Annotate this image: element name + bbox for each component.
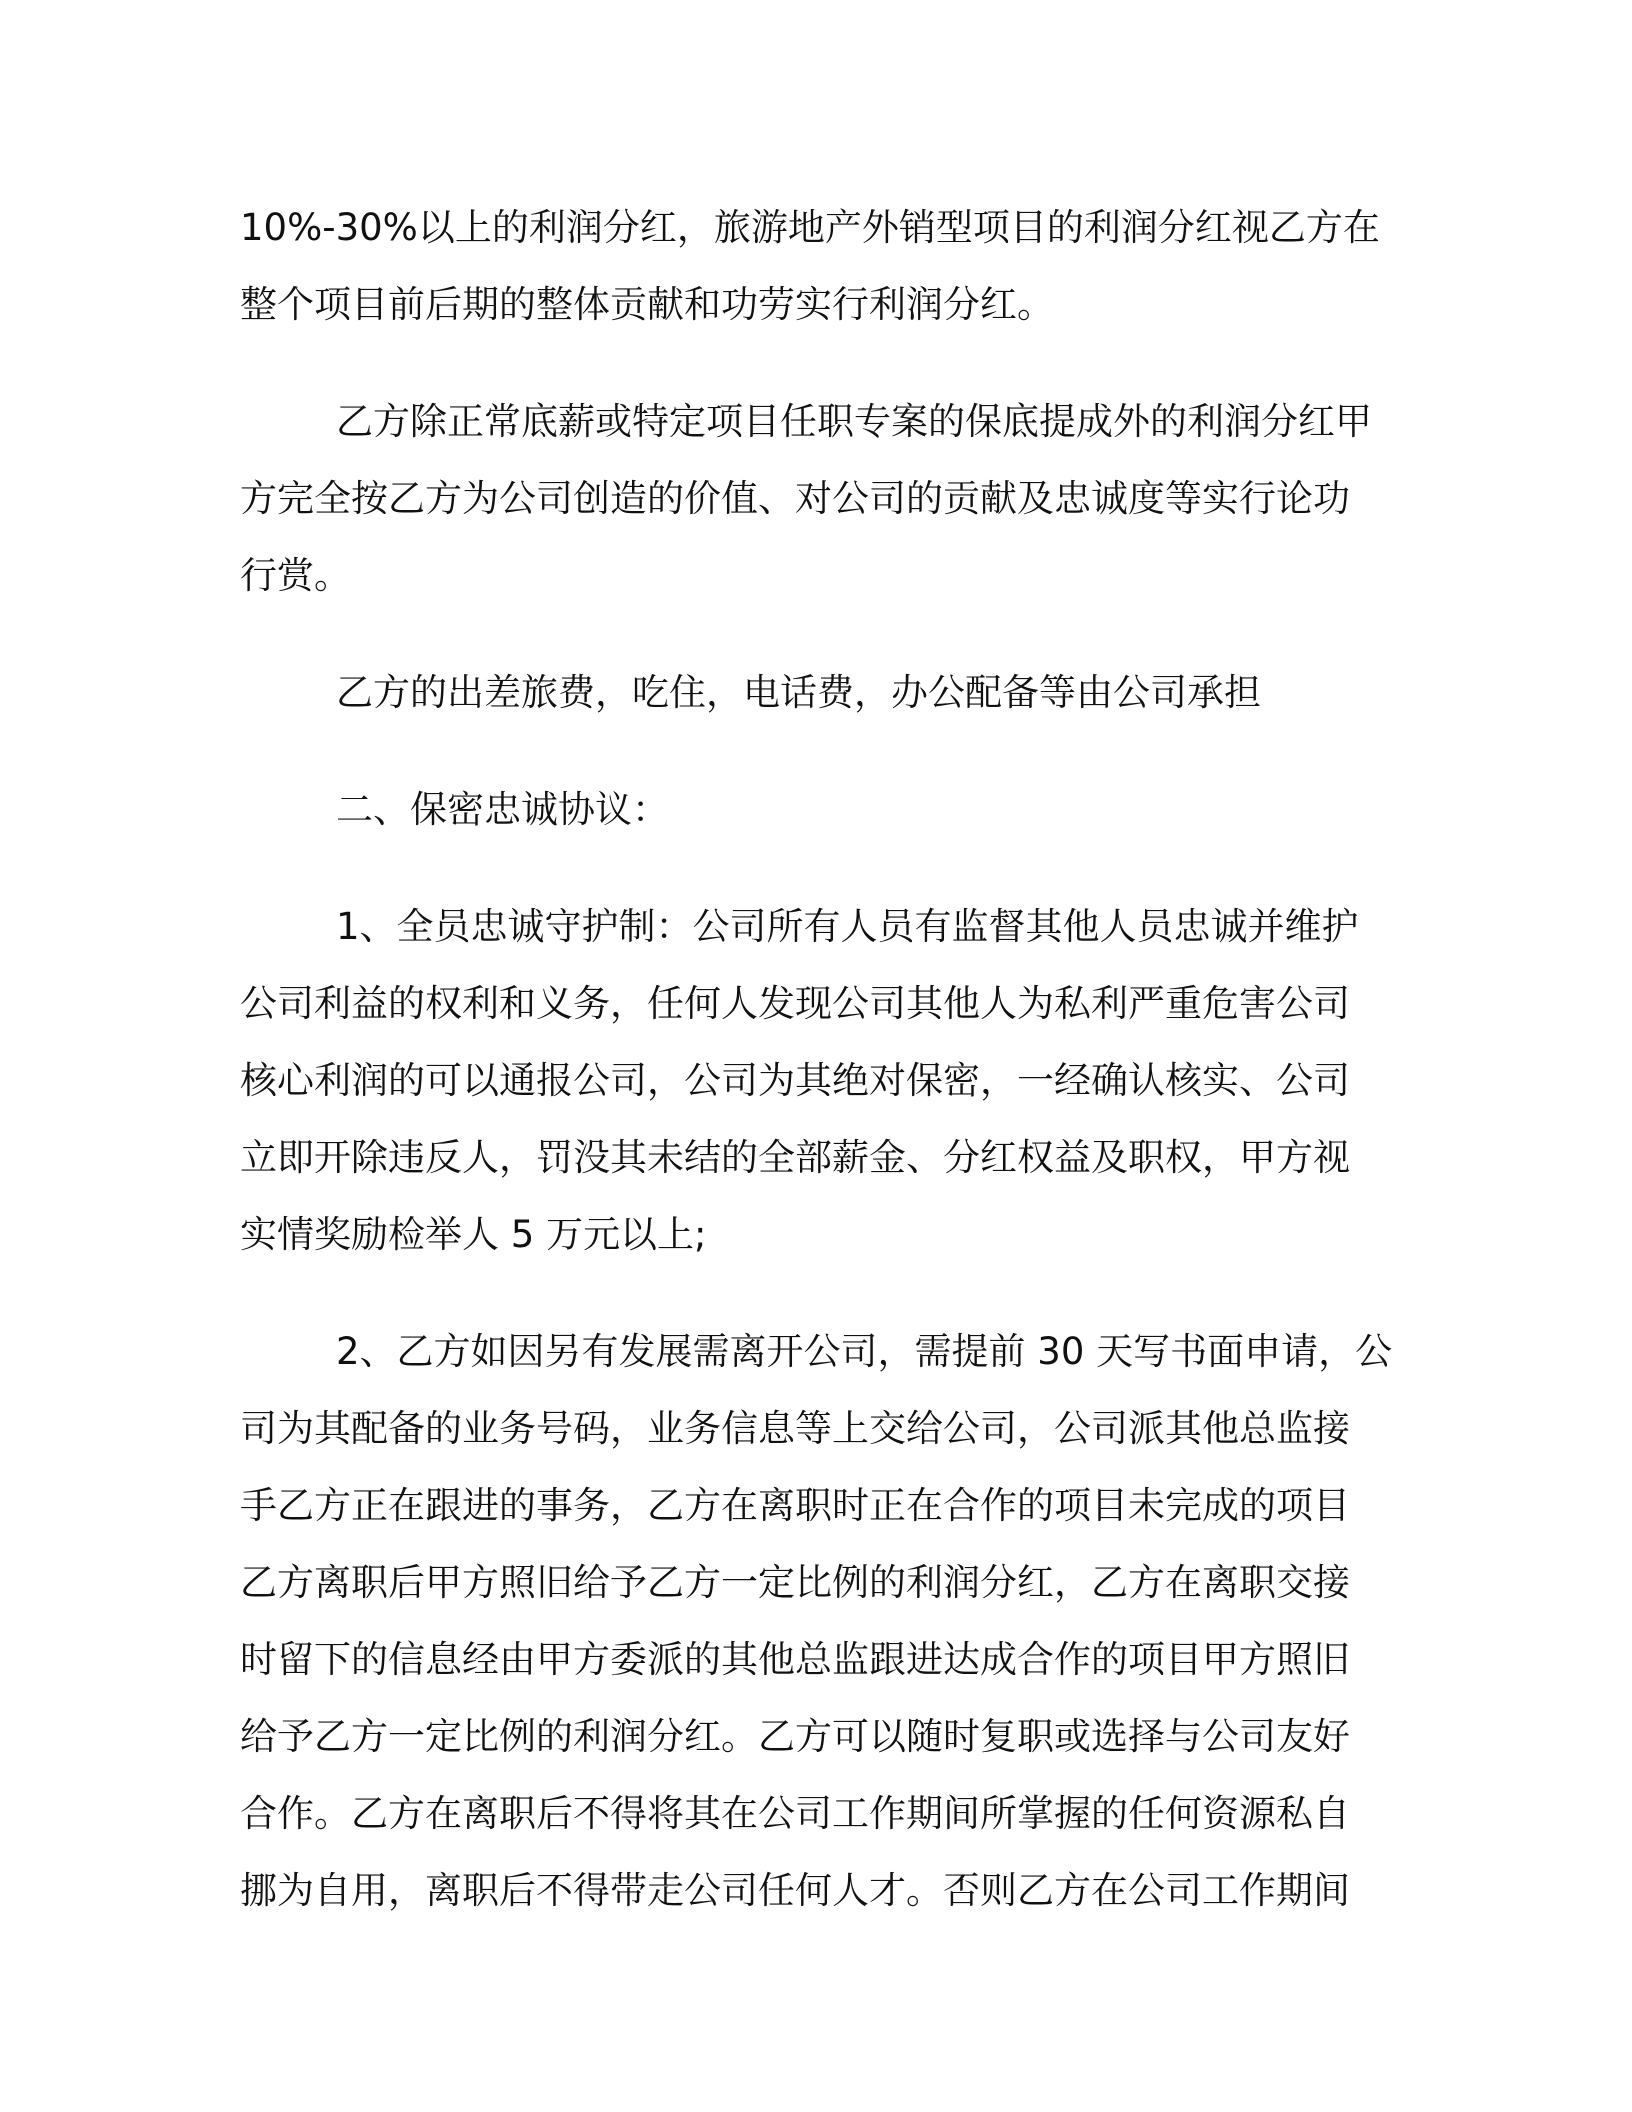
text-line: 方完全按乙方为公司创造的价值、对公司的贡献及忠诚度等实行论功 xyxy=(240,477,1350,520)
document-body xyxy=(240,189,1400,1969)
text-line: 二、保密忠诚协议： xyxy=(336,788,669,831)
text-line: 乙方除正常底薪或特定项目任职专案的保底提成外的利润分红甲 xyxy=(336,400,1372,443)
paragraph-merit-reward xyxy=(240,383,1400,614)
text-line: 乙方离职后甲方照旧给予乙方一定比例的利润分红，乙方在离职交接 xyxy=(240,1561,1350,1604)
text-line: 手乙方正在跟进的事务，乙方在离职时正在合作的项目未完成的项目 xyxy=(240,1484,1350,1527)
text-line: 整个项目前后期的整体贡献和功劳实行利润分红。 xyxy=(240,283,1054,326)
paragraph-resignation-clause xyxy=(240,1313,1400,1929)
text-line: 立即开除违反人，罚没其未结的全部薪金、分红权益及职权，甲方视 xyxy=(240,1136,1350,1179)
text-line: 2、乙方如因另有发展需离开公司，需提前 30 天写书面申请，公 xyxy=(336,1330,1393,1373)
text-line: 核心利润的可以通报公司，公司为其绝对保密，一经确认核实、公司 xyxy=(240,1059,1350,1102)
text-line: 乙方的出差旅费，吃住，电话费，办公配备等由公司承担 xyxy=(336,671,1261,714)
text-line: 1、全员忠诚守护制：公司所有人员有监督其他人员忠诚并维护 xyxy=(336,905,1359,948)
paragraph-expenses xyxy=(240,654,1400,731)
text-line: 时留下的信息经由甲方委派的其他总监跟进达成合作的项目甲方照旧 xyxy=(240,1638,1350,1681)
text-line: 10%-30%以上的利润分红，旅游地产外销型项目的利润分红视乙方在 xyxy=(240,206,1380,249)
paragraph-loyalty-clause xyxy=(240,888,1400,1273)
text-line: 实情奖励检举人 5 万元以上; xyxy=(240,1213,707,1256)
text-line: 司为其配备的业务号码，业务信息等上交给公司，公司派其他总监接 xyxy=(240,1407,1350,1450)
text-line: 行赏。 xyxy=(240,554,351,597)
text-line: 挪为自用，离职后不得带走公司任何人才。否则乙方在公司工作期间 xyxy=(240,1869,1350,1912)
paragraph-profit-share xyxy=(240,189,1400,343)
text-line: 合作。乙方在离职后不得将其在公司工作期间所掌握的任何资源私自 xyxy=(240,1792,1350,1835)
text-line: 给予乙方一定比例的利润分红。乙方可以随时复职或选择与公司友好 xyxy=(240,1715,1350,1758)
section-heading-confidentiality xyxy=(240,771,1400,848)
text-line: 公司利益的权利和义务，任何人发现公司其他人为私利严重危害公司 xyxy=(240,982,1350,1025)
